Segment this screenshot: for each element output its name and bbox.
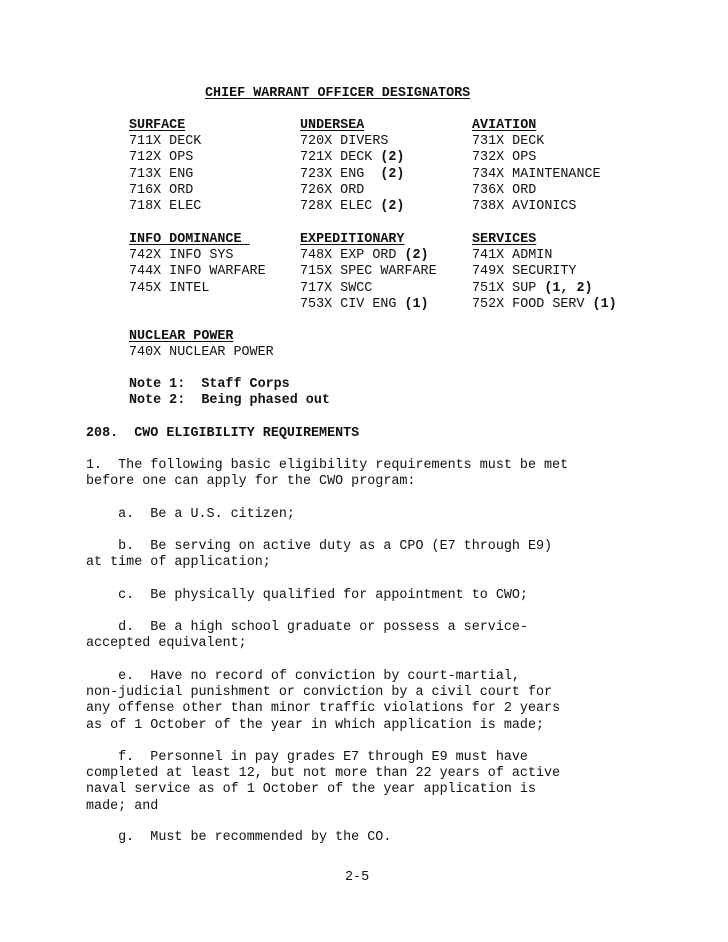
note-1: Note 1: Staff Corps bbox=[129, 377, 290, 392]
note-marker: (2) bbox=[380, 166, 405, 182]
designator-item: 721X DECK (2) bbox=[300, 150, 405, 166]
designator-item: 731X DECK bbox=[472, 134, 545, 150]
designator-item: 711X DECK bbox=[129, 134, 202, 150]
undersea-heading: UNDERSEA bbox=[300, 118, 365, 133]
paragraph-intro: 1. The following basic eligibility requirements must be met before one can apply for the CWO program: bbox=[86, 458, 569, 490]
designator-item: 726X ORD bbox=[300, 182, 365, 198]
page-title: CHIEF WARRANT OFFICER DESIGNATORS bbox=[205, 86, 471, 101]
designator-item: 713X ENG bbox=[129, 166, 194, 182]
designator-item: 741X ADMIN bbox=[472, 248, 553, 264]
nuclear-power-column bbox=[129, 329, 274, 361]
info-dominance-column bbox=[129, 232, 266, 297]
requirement-d: d. Be a high school graduate or possess a service- accepted equivalent; bbox=[86, 620, 528, 652]
notes-block bbox=[129, 377, 330, 409]
info-dominance-heading: INFO DOMINANCE bbox=[129, 232, 250, 247]
designator-item: 717X SWCC bbox=[300, 280, 373, 296]
surface-column bbox=[129, 118, 201, 215]
designator-item: 723X ENG (2) bbox=[300, 166, 405, 182]
designator-item: 753X CIV ENG (1) bbox=[300, 296, 429, 312]
requirement-e: e. Have no record of conviction by court-martial, non-judicial punishment or conviction by a civil court for any offense other than minor traffic violations for 2 years as of 1 October of the year in which application is made; bbox=[86, 669, 561, 733]
designator-item: 751X SUP (1, 2) bbox=[472, 280, 593, 296]
note-2: Note 2: Being phased out bbox=[129, 393, 330, 409]
designator-item: 712X OPS bbox=[129, 150, 194, 166]
designator-item: 718X ELEC bbox=[129, 198, 202, 214]
note-marker: (2) bbox=[380, 198, 405, 214]
designator-item: 715X SPEC WARFARE bbox=[300, 264, 437, 280]
requirement-f: f. Personnel in pay grades E7 through E9 must have completed at least 12, but not more than 22 years of active naval service as of 1 October of the year application is made; and bbox=[86, 750, 561, 814]
requirement-a: a. Be a U.S. citizen; bbox=[86, 507, 295, 522]
designator-item: 749X SECURITY bbox=[472, 264, 577, 280]
designator-item: 716X ORD bbox=[129, 182, 194, 198]
designator-item: 720X DIVERS bbox=[300, 134, 389, 150]
requirement-g: g. Must be recommended by the CO. bbox=[86, 830, 392, 845]
designator-item: 738X AVIONICS bbox=[472, 198, 577, 214]
note-marker: (2) bbox=[404, 248, 429, 264]
designator-item: 742X INFO SYS bbox=[129, 248, 234, 264]
designator-item: 734X MAINTENANCE bbox=[472, 166, 601, 182]
page-number: 2-5 bbox=[345, 870, 370, 885]
designator-item: 740X NUCLEAR POWER bbox=[129, 345, 274, 361]
nuclear-power-heading: NUCLEAR POWER bbox=[129, 329, 234, 344]
designator-item: 732X OPS bbox=[472, 150, 537, 166]
note-marker: (2) bbox=[380, 150, 405, 166]
note-marker: (1) bbox=[404, 296, 429, 312]
section-heading: 208. CWO ELIGIBILITY REQUIREMENTS bbox=[86, 426, 360, 441]
designator-item: 728X ELEC (2) bbox=[300, 198, 405, 214]
requirement-c: c. Be physically qualified for appointment to CWO; bbox=[86, 588, 528, 603]
surface-heading: SURFACE bbox=[129, 118, 186, 133]
undersea-column bbox=[300, 118, 404, 215]
designator-item: 736X ORD bbox=[472, 182, 537, 198]
designator-item: 748X EXP ORD (2) bbox=[300, 248, 429, 264]
services-heading: SERVICES bbox=[472, 232, 537, 247]
designator-item: 745X INTEL bbox=[129, 280, 210, 296]
designator-item: 752X FOOD SERV (1) bbox=[472, 296, 617, 312]
note-marker: (1) bbox=[592, 296, 617, 312]
aviation-column bbox=[472, 118, 601, 215]
expeditionary-heading: EXPEDITIONARY bbox=[300, 232, 405, 247]
services-column bbox=[472, 232, 617, 313]
designator-item: 744X INFO WARFARE bbox=[129, 264, 266, 280]
aviation-heading: AVIATION bbox=[472, 118, 537, 133]
expeditionary-column bbox=[300, 232, 437, 313]
note-marker: (1, 2) bbox=[544, 280, 593, 296]
requirement-b: b. Be serving on active duty as a CPO (E7 through E9) at time of application; bbox=[86, 539, 553, 571]
